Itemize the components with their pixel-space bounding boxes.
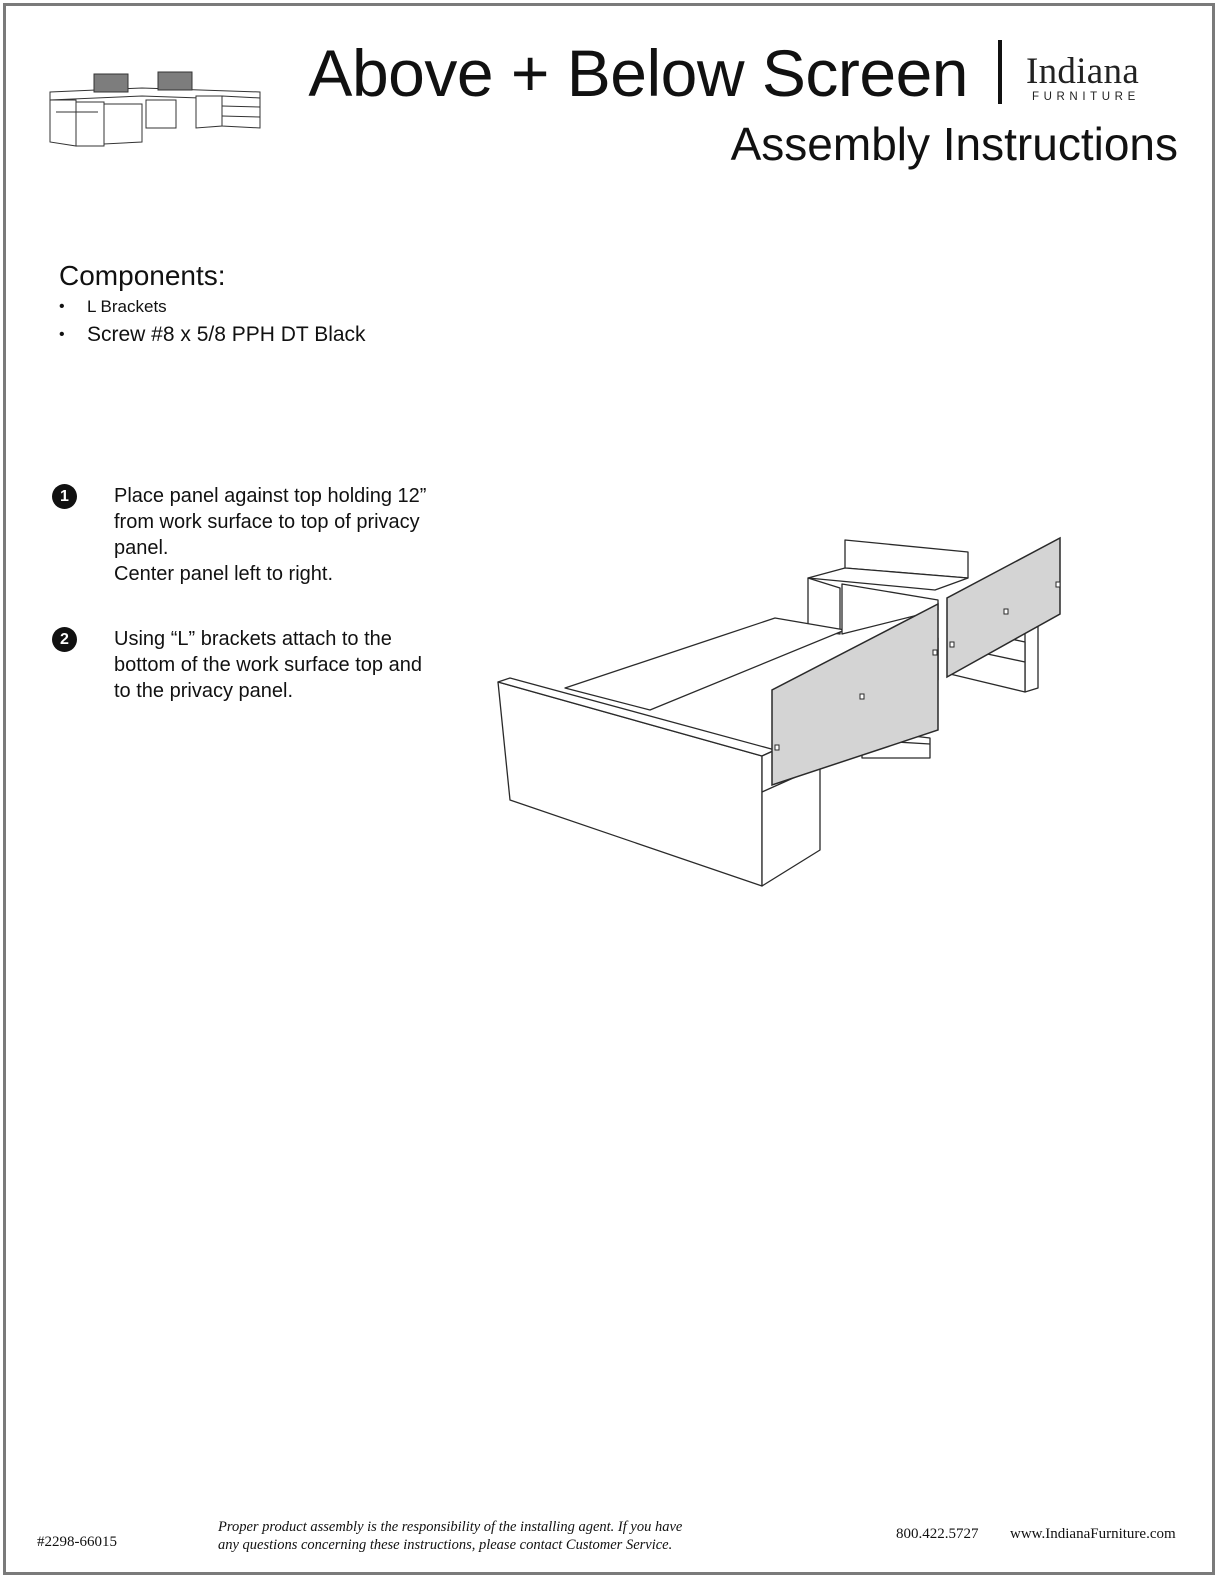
bullet: • [59,298,65,315]
step-line: Using “L” brackets attach to the [114,628,392,650]
disclaimer-line: Proper product assembly is the responsibility of the installing agent. If you have [218,1519,683,1535]
step-line: panel. [114,537,169,559]
component-label: Screw #8 x 5/8 PPH DT Black [87,323,366,346]
screen-bracket [1004,609,1008,614]
product-thumbnail [46,66,266,150]
page-title: Above + Below Screen [308,36,968,110]
bullet: • [59,326,65,343]
step-text [114,626,454,704]
component-label: L Brackets [87,297,167,316]
components-list [59,294,366,350]
step-line: Place panel against top holding 12” [114,485,427,507]
phone-number: 800.422.5727 [896,1526,979,1542]
disclaimer-line: any questions concerning these instructions, please contact Customer Service. [218,1537,673,1553]
step-line: bottom of the work surface top and [114,654,422,676]
step-line: to the privacy panel. [114,680,293,702]
screen-bracket [860,694,864,699]
step-number-badge: 1 [52,484,77,509]
title-separator [998,40,1002,104]
components-heading: Components: [59,260,226,291]
screen-bracket [933,650,937,655]
screen-bracket [1056,582,1060,587]
brand-tagline: FURNITURE [1032,91,1140,103]
step-line: Center panel left to right. [114,563,334,585]
assembly-disclaimer [218,1518,682,1554]
page-subtitle: Assembly Instructions [730,118,1178,170]
step-number-badge: 2 [52,627,77,652]
brand-name: Indiana [1026,51,1140,92]
screen-bracket [775,745,779,750]
assembly-diagram [490,530,1080,900]
brand-logo [1026,52,1180,112]
website-link[interactable]: www.IndianaFurniture.com [1010,1526,1176,1542]
component-item [59,294,366,320]
screen-bracket [950,642,954,647]
step-line: from work surface to top of privacy [114,511,420,533]
component-item [59,320,366,350]
step-text [114,483,454,587]
part-number: #2298-66015 [37,1534,117,1550]
